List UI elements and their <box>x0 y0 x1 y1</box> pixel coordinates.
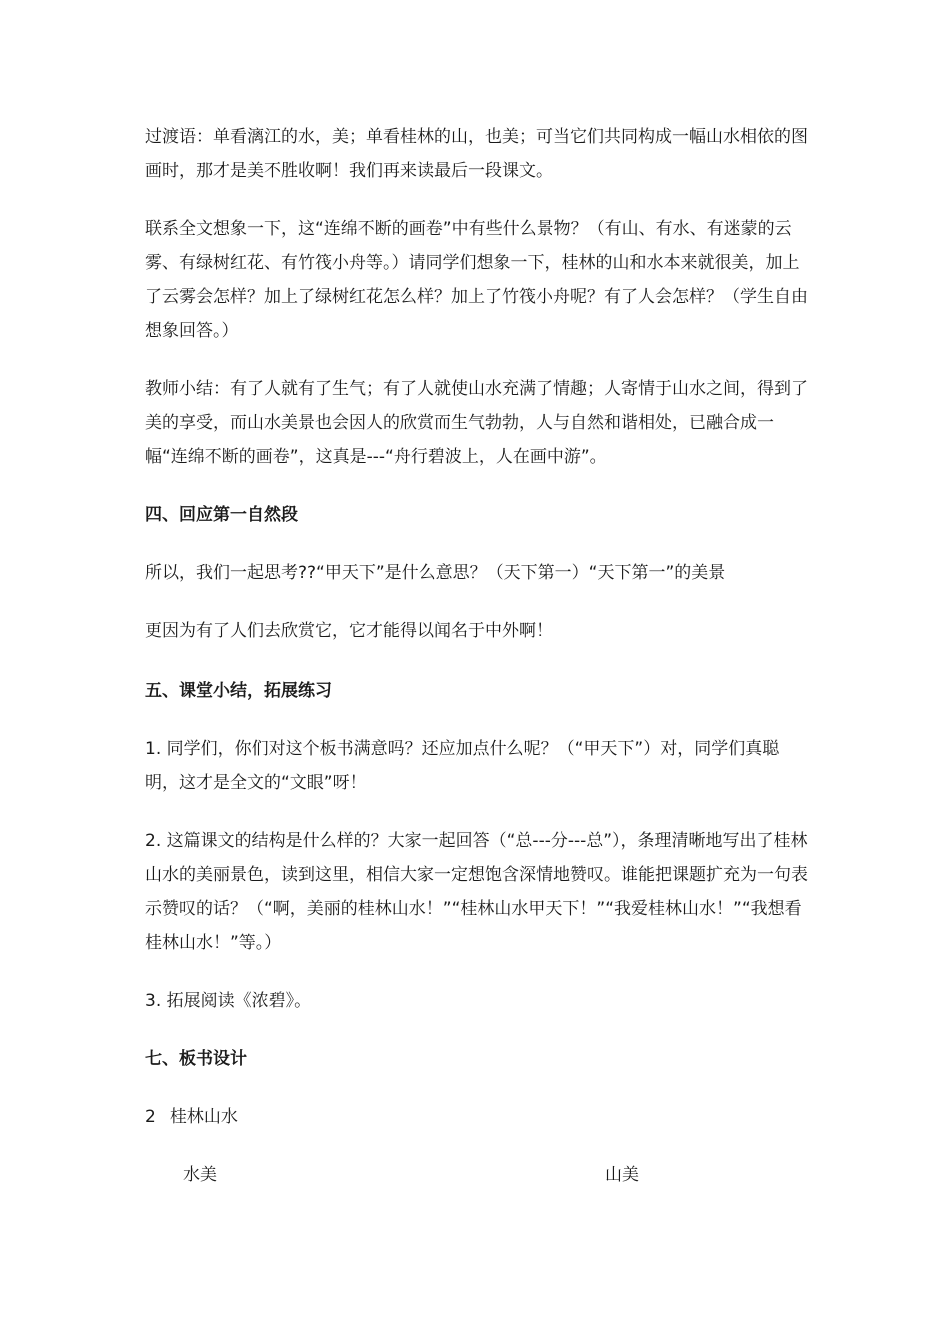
paragraph-teacher-summary: 教师小结：有了人就有了生气；有了人就使山水充满了情趣；人寄情于山水之间，得到了美的享受，而山水美景也会因人的欣赏而生气勃勃，人与自然和谐相处，已融合成一幅“连绵不断的画卷”，这真是---“舟行碧波上，人在画中游”。 <box>145 379 808 467</box>
board-title: 桂林山水 <box>169 1107 238 1127</box>
board-title-row <box>145 1100 810 1134</box>
board-columns-row <box>145 1158 810 1192</box>
paragraph-imagination: 联系全文想象一下，这“连绵不断的画卷”中有些什么景物？（有山、有水、有迷蒙的云雾、有绿树红花、有竹筏小舟等。）请同学们想象一下，桂林的山和水本来就很美，加上了云雾会怎样？加上了绿树红花怎么样？加上了竹筏小舟呢？有了人会怎样？（学生自由想象回答。） <box>145 219 808 341</box>
board-number: 2 <box>145 1107 156 1127</box>
heading-section-5: 五、课堂小结，拓展练习 <box>145 681 332 701</box>
paragraph-transition: 过渡语：单看漓江的水，美；单看桂林的山，也美；可当它们共同构成一幅山水相依的图画时，那才是美不胜收啊！我们再来读最后一段课文。 <box>145 127 808 181</box>
paragraph-item-1: 1. 同学们，你们对这个板书满意吗？还应加点什么呢？（“甲天下”）对，同学们真聪明，这才是全文的“文眼”呀！ <box>145 739 780 793</box>
board-left-label: 水美 <box>183 1165 217 1185</box>
paragraph-famous: 更因为有了人们去欣赏它，它才能得以闻名于中外啊！ <box>145 621 553 641</box>
paragraph-item-3: 3. 拓展阅读《浓碧》。 <box>145 991 312 1011</box>
board-right-label: 山美 <box>605 1165 639 1185</box>
heading-section-7: 七、板书设计 <box>145 1049 247 1069</box>
paragraph-think: 所以，我们一起思考??“甲天下”是什么意思？（天下第一）“天下第一”的美景 <box>145 563 726 583</box>
document-page <box>145 120 810 1192</box>
paragraph-item-2: 2. 这篇课文的结构是什么样的？大家一起回答（“总---分---总”），条理清晰地写出了桂林山水的美丽景色，读到这里，相信大家一定想饱含深情地赞叹。谁能把课题扩充为一句表示赞叹的话？（“啊，美丽的桂林山水！”“桂林山水甲天下！”“我爱桂林山水！”“我想看桂林山水！”等。） <box>145 831 808 953</box>
heading-section-4: 四、回应第一自然段 <box>145 505 298 525</box>
